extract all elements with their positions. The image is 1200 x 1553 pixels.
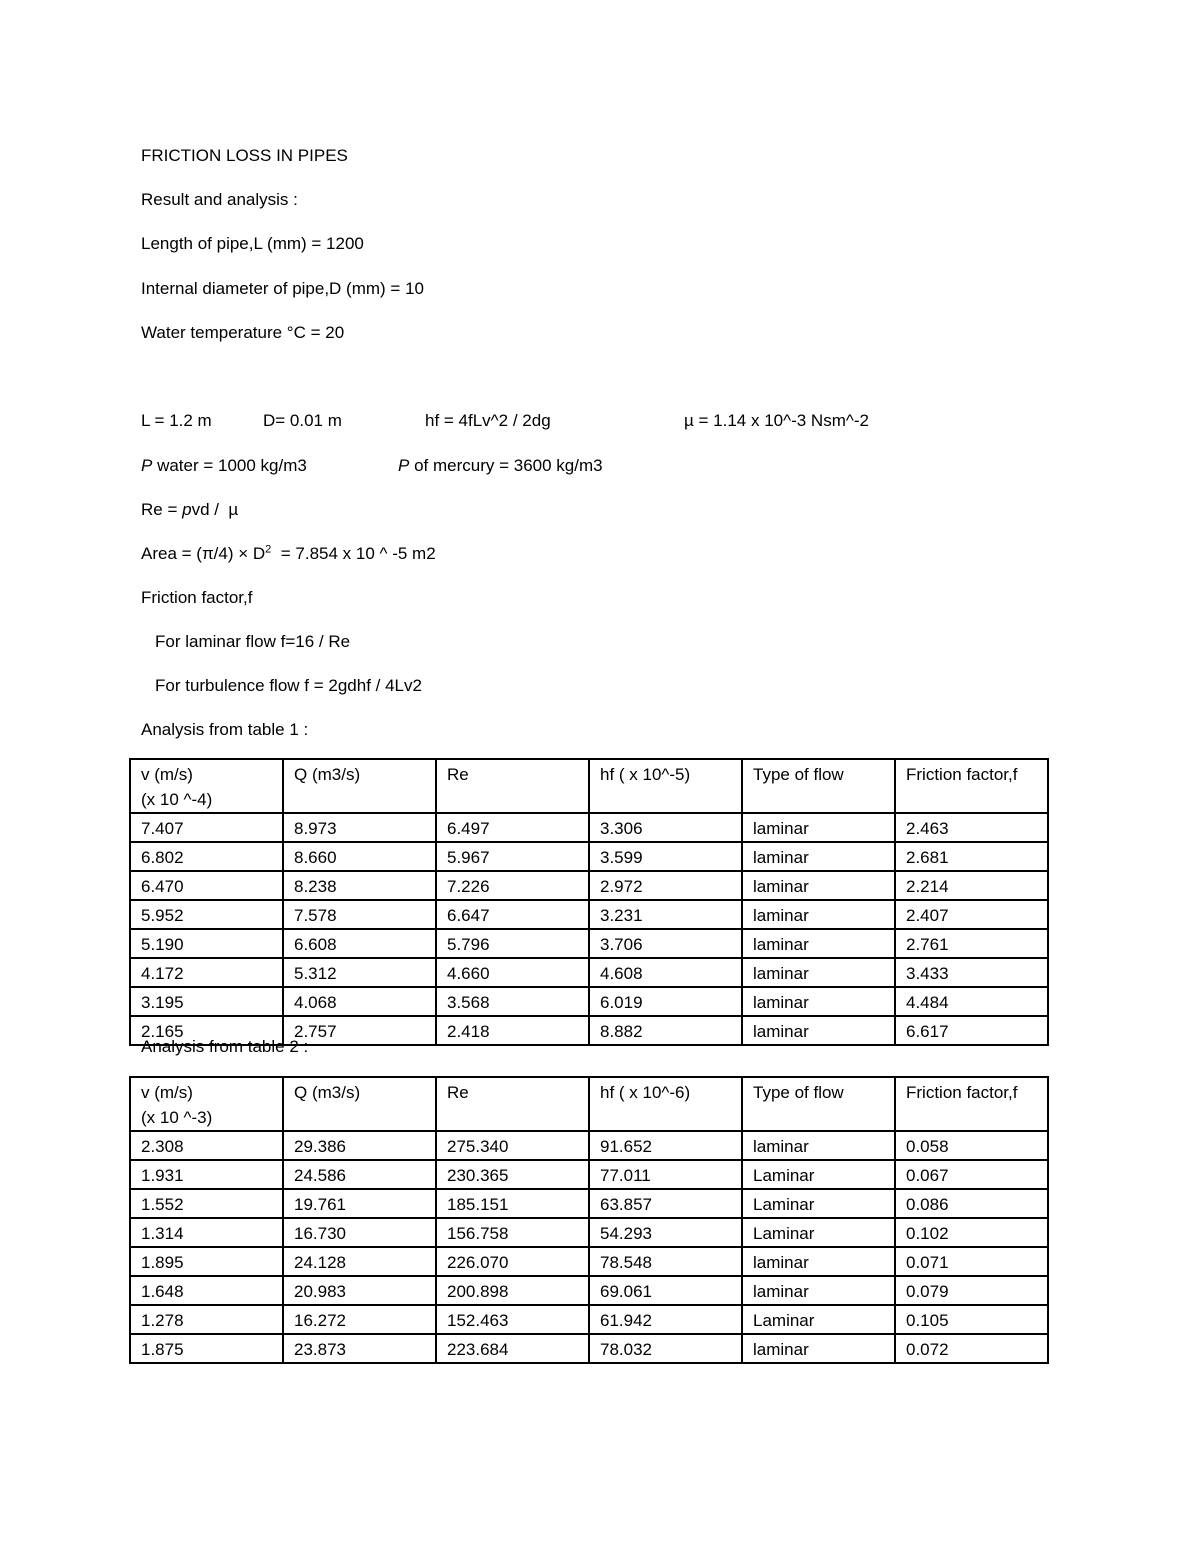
water-temperature-line: Water temperature °C = 20	[141, 323, 345, 342]
table-row	[130, 1276, 1048, 1305]
table-cell: 0.072	[895, 1334, 1048, 1363]
table-cell: 16.272	[283, 1305, 436, 1334]
table-cell: 2.463	[895, 813, 1048, 842]
table-cell: 69.061	[589, 1276, 742, 1305]
water-density-text: water = 1000 kg/m3	[152, 456, 307, 475]
table-cell: 6.019	[589, 987, 742, 1016]
table-cell: laminar	[742, 1016, 895, 1045]
friction-factor-label: Friction factor,f	[141, 588, 253, 607]
table-cell: 226.070	[436, 1247, 589, 1276]
table-cell: 0.058	[895, 1131, 1048, 1160]
table-cell: laminar	[742, 842, 895, 871]
table-cell: 8.973	[283, 813, 436, 842]
analysis-table2-label: Analysis from table 2 :	[141, 1037, 309, 1056]
table-cell: 6.608	[283, 929, 436, 958]
table-cell: 0.071	[895, 1247, 1048, 1276]
table-header-cell: Re	[436, 1077, 589, 1131]
results-table-2	[129, 1076, 1049, 1364]
table-cell: 6.470	[130, 871, 283, 900]
table-cell: 2.681	[895, 842, 1048, 871]
viscosity-value: µ = 1.14 x 10^-3 Nsm^-2	[684, 411, 869, 430]
table-header-cell: hf ( x 10^-6)	[589, 1077, 742, 1131]
table-cell: 4.068	[283, 987, 436, 1016]
analysis-table1-label: Analysis from table 1 :	[141, 720, 309, 739]
table-cell: 7.226	[436, 871, 589, 900]
table-cell: 2.308	[130, 1131, 283, 1160]
table-row	[130, 1218, 1048, 1247]
table-cell: 23.873	[283, 1334, 436, 1363]
table-header-row	[130, 759, 1048, 813]
table-cell: laminar	[742, 958, 895, 987]
table-cell: 4.484	[895, 987, 1048, 1016]
table-cell: 5.312	[283, 958, 436, 987]
table-cell: laminar	[742, 987, 895, 1016]
area-exponent: 2	[265, 543, 272, 556]
table-cell: 1.895	[130, 1247, 283, 1276]
table-cell: 1.314	[130, 1218, 283, 1247]
table-cell: 78.548	[589, 1247, 742, 1276]
table-cell: 1.278	[130, 1305, 283, 1334]
results-table-1	[129, 758, 1049, 1046]
table-cell: 3.706	[589, 929, 742, 958]
table-row	[130, 900, 1048, 929]
table-header-cell: Re	[436, 759, 589, 813]
head-loss-formula: hf = 4fLv^2 / 2dg	[425, 411, 551, 430]
table-cell: 2.407	[895, 900, 1048, 929]
table-cell: Laminar	[742, 1189, 895, 1218]
table-row	[130, 987, 1048, 1016]
table-cell: 20.983	[283, 1276, 436, 1305]
document-title: FRICTION LOSS IN PIPES	[141, 146, 348, 165]
table-cell: 0.079	[895, 1276, 1048, 1305]
table-cell: 2.418	[436, 1016, 589, 1045]
table-cell: 5.952	[130, 900, 283, 929]
table-cell: 3.599	[589, 842, 742, 871]
table-cell: Laminar	[742, 1305, 895, 1334]
table-row	[130, 1334, 1048, 1363]
given-diameter: D= 0.01 m	[263, 411, 342, 430]
turbulent-formula: For turbulence flow f = 2gdhf / 4Lv2	[155, 676, 422, 695]
table-cell: 6.647	[436, 900, 589, 929]
table-cell: 1.875	[130, 1334, 283, 1363]
table-cell: 29.386	[283, 1131, 436, 1160]
table-cell: 16.730	[283, 1218, 436, 1247]
table-cell: 78.032	[589, 1334, 742, 1363]
table-header-cell: Type of flow	[742, 1077, 895, 1131]
table-cell: 0.086	[895, 1189, 1048, 1218]
table-cell: 2.761	[895, 929, 1048, 958]
table-header-cell: Friction factor,f	[895, 1077, 1048, 1131]
reynolds-rho: p	[182, 500, 192, 519]
reynolds-formula	[141, 500, 238, 520]
table-cell: 4.172	[130, 958, 283, 987]
table-header-cell: Type of flow	[742, 759, 895, 813]
reynolds-suffix: vd / µ	[191, 500, 239, 519]
table-cell: 4.608	[589, 958, 742, 987]
table-cell: 2.972	[589, 871, 742, 900]
density-symbol: P	[398, 456, 410, 475]
area-suffix: = 7.854 x 10 ^ -5 m2	[271, 544, 436, 563]
table-cell: 7.407	[130, 813, 283, 842]
table-cell: laminar	[742, 871, 895, 900]
reynolds-prefix: Re =	[141, 500, 183, 519]
table-cell: 2.165	[130, 1016, 283, 1045]
pipe-diameter-line: Internal diameter of pipe,D (mm) = 10	[141, 279, 424, 298]
table-cell: 6.802	[130, 842, 283, 871]
table-cell: 2.214	[895, 871, 1048, 900]
table-header-cell: v (m/s) (x 10 ^-4)	[130, 759, 283, 813]
table-cell: 63.857	[589, 1189, 742, 1218]
table-row	[130, 842, 1048, 871]
table-cell: 24.586	[283, 1160, 436, 1189]
table-header-cell: Q (m3/s)	[283, 1077, 436, 1131]
section-subtitle: Result and analysis :	[141, 190, 298, 209]
table-cell: 6.497	[436, 813, 589, 842]
water-density-line	[141, 456, 307, 476]
area-prefix: Area = (π/4) × D	[141, 544, 266, 563]
table-cell: 2.757	[283, 1016, 436, 1045]
table-cell: 8.238	[283, 871, 436, 900]
table-cell: laminar	[742, 813, 895, 842]
table-cell: laminar	[742, 1276, 895, 1305]
table-row	[130, 1160, 1048, 1189]
table-cell: laminar	[742, 900, 895, 929]
table-cell: 156.758	[436, 1218, 589, 1247]
table-cell: 185.151	[436, 1189, 589, 1218]
table-row	[130, 958, 1048, 987]
table-row	[130, 871, 1048, 900]
table-cell: 3.568	[436, 987, 589, 1016]
laminar-formula: For laminar flow f=16 / Re	[155, 632, 351, 651]
table-cell: 24.128	[283, 1247, 436, 1276]
table-cell: 3.195	[130, 987, 283, 1016]
table-cell: 200.898	[436, 1276, 589, 1305]
mercury-density-line	[398, 456, 603, 476]
table-cell: 0.102	[895, 1218, 1048, 1247]
table-cell: 0.067	[895, 1160, 1048, 1189]
table-cell: 5.190	[130, 929, 283, 958]
table-header-cell: v (m/s) (x 10 ^-3)	[130, 1077, 283, 1131]
table-cell: laminar	[742, 1247, 895, 1276]
table-cell: 77.011	[589, 1160, 742, 1189]
table-cell: Laminar	[742, 1160, 895, 1189]
given-length: L = 1.2 m	[141, 411, 212, 430]
table-cell: 3.231	[589, 900, 742, 929]
table-cell: 5.967	[436, 842, 589, 871]
table-cell: 1.648	[130, 1276, 283, 1305]
area-formula	[141, 544, 436, 564]
table-cell: 3.433	[895, 958, 1048, 987]
table-cell: laminar	[742, 929, 895, 958]
table-cell: 61.942	[589, 1305, 742, 1334]
density-symbol: P	[141, 456, 153, 475]
table-cell: 223.684	[436, 1334, 589, 1363]
table-cell: 0.105	[895, 1305, 1048, 1334]
table-row	[130, 1131, 1048, 1160]
table-cell: 54.293	[589, 1218, 742, 1247]
table-cell: 8.660	[283, 842, 436, 871]
table-cell: 91.652	[589, 1131, 742, 1160]
table-cell: 8.882	[589, 1016, 742, 1045]
table-cell: Laminar	[742, 1218, 895, 1247]
table-cell: 6.617	[895, 1016, 1048, 1045]
table-row	[130, 929, 1048, 958]
table-cell: 1.552	[130, 1189, 283, 1218]
table-row	[130, 1305, 1048, 1334]
table-cell: 7.578	[283, 900, 436, 929]
table-row	[130, 813, 1048, 842]
table-row	[130, 1189, 1048, 1218]
table-cell: 3.306	[589, 813, 742, 842]
table-header-row	[130, 1077, 1048, 1131]
mercury-density-text: of mercury = 3600 kg/m3	[409, 456, 603, 475]
table-cell: 152.463	[436, 1305, 589, 1334]
table-cell: 4.660	[436, 958, 589, 987]
table-cell: 19.761	[283, 1189, 436, 1218]
table-cell: laminar	[742, 1131, 895, 1160]
table-cell: laminar	[742, 1334, 895, 1363]
pipe-length-line: Length of pipe,L (mm) = 1200	[141, 234, 364, 253]
table-cell: 230.365	[436, 1160, 589, 1189]
table-cell: 275.340	[436, 1131, 589, 1160]
table-cell: 1.931	[130, 1160, 283, 1189]
table-row	[130, 1247, 1048, 1276]
table-header-cell: hf ( x 10^-5)	[589, 759, 742, 813]
table-cell: 5.796	[436, 929, 589, 958]
table-header-cell: Q (m3/s)	[283, 759, 436, 813]
table-header-cell: Friction factor,f	[895, 759, 1048, 813]
